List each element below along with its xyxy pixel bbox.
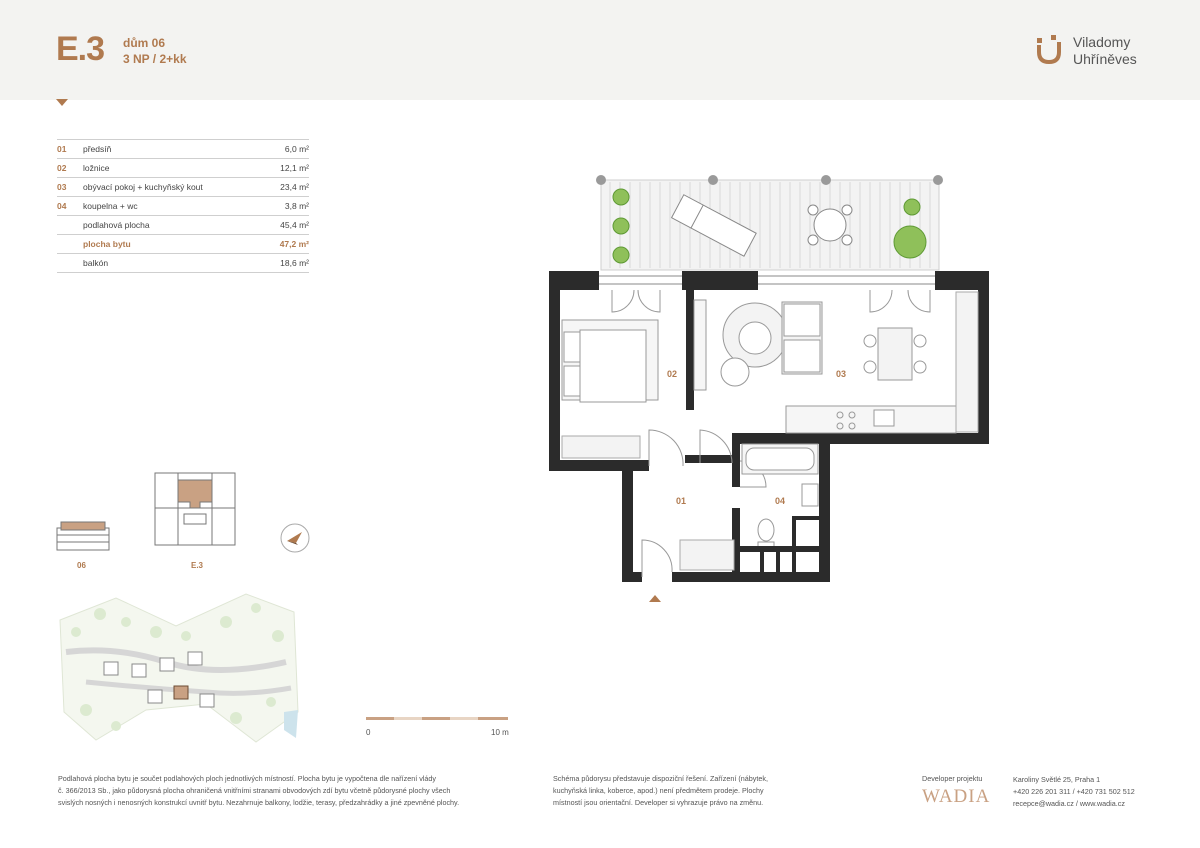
developer-logo: WADIA — [922, 786, 991, 807]
hall-wardrobe-icon — [680, 540, 734, 570]
bed-icon — [562, 320, 658, 402]
unit-label: E.3 — [191, 561, 204, 570]
floor-layout: 3 NP / 2+kk — [123, 52, 187, 66]
room-row: 04 koupelna + wc 3,8 m² — [57, 196, 309, 215]
house-number: dům 06 — [123, 36, 166, 50]
email-web[interactable]: recepce@wadia.cz / www.wadia.cz — [1013, 799, 1125, 808]
contact-block — [1013, 774, 1135, 810]
address: Karoliny Světlé 25, Praha 1 — [1013, 775, 1101, 784]
wardrobe-icon — [562, 436, 640, 458]
building-elevation-icon — [56, 518, 110, 552]
room-row: 01 předsíň 6,0 m² — [57, 139, 309, 158]
entrance-marker-icon — [649, 595, 661, 602]
windows — [599, 276, 935, 284]
scale-bar — [366, 716, 510, 722]
scale-start-label: 0 — [366, 728, 371, 737]
room-label-02: 02 — [667, 369, 678, 379]
table-icon — [808, 205, 852, 245]
floor-area-row: podlahová plocha 45,4 m² — [57, 215, 309, 234]
apartment-area-row: plocha bytu 47,2 m² — [57, 234, 309, 253]
developer-label: Developer projektu — [922, 774, 983, 783]
scale-end-label: 10 m — [491, 728, 509, 737]
room-row: 02 ložnice 12,1 m² — [57, 158, 309, 177]
unit-code: E.3 — [56, 30, 105, 68]
balcony — [596, 175, 943, 270]
kitchen-counter-icon — [786, 406, 956, 433]
room-row: 03 obývací pokoj + kuchyňský kout 23,4 m² — [57, 177, 309, 196]
header-marker-icon — [56, 99, 68, 106]
wardrobe-icon — [956, 292, 978, 432]
compass-icon — [280, 523, 310, 553]
phone-numbers[interactable]: +420 226 201 311 / +420 731 502 512 — [1013, 787, 1135, 796]
house-label: 06 — [77, 561, 86, 570]
area-definition-note: Podlahová plocha bytu je součet podlahových ploch jednotlivých místností. Plocha bytu je vypočtena dle nařízení vlády č. 366/2013 Sb., jako půdorysná plocha ohraničená vnitřními stranami obvodových zdí bytu včetně půdorysné plochy všech svislých nosných i nenosných konstrukcí uvnitř bytu. Nezahrnuje balkony, lodžie, terasy, předzahrádky a jiné zpevněné plochy. — [58, 774, 460, 807]
house-info — [123, 35, 187, 67]
floor-keyplan-icon — [154, 472, 236, 546]
room-label-01: 01 — [676, 496, 687, 506]
living-furniture — [694, 300, 926, 390]
floor-plan — [540, 170, 1000, 610]
room-label-04: 04 — [775, 496, 786, 506]
room-label-03: 03 — [836, 369, 847, 379]
site-map — [56, 592, 302, 744]
shaft-walls — [740, 516, 820, 578]
brand-name: Viladomy Uhříněves — [1073, 34, 1137, 67]
brand-mark-icon — [1036, 34, 1062, 66]
scheme-disclaimer: Schéma půdorysu představuje dispoziční řešení. Zařízení (nábytek, kuchyňská linka, koberce, apod.) není předmětem prodeje. Plochy místností jsou orientační. Developer si vyhrazuje právo na změnu. — [553, 774, 768, 807]
balcony-area-row: balkón 18,6 m² — [57, 253, 309, 273]
room-table — [57, 139, 309, 273]
